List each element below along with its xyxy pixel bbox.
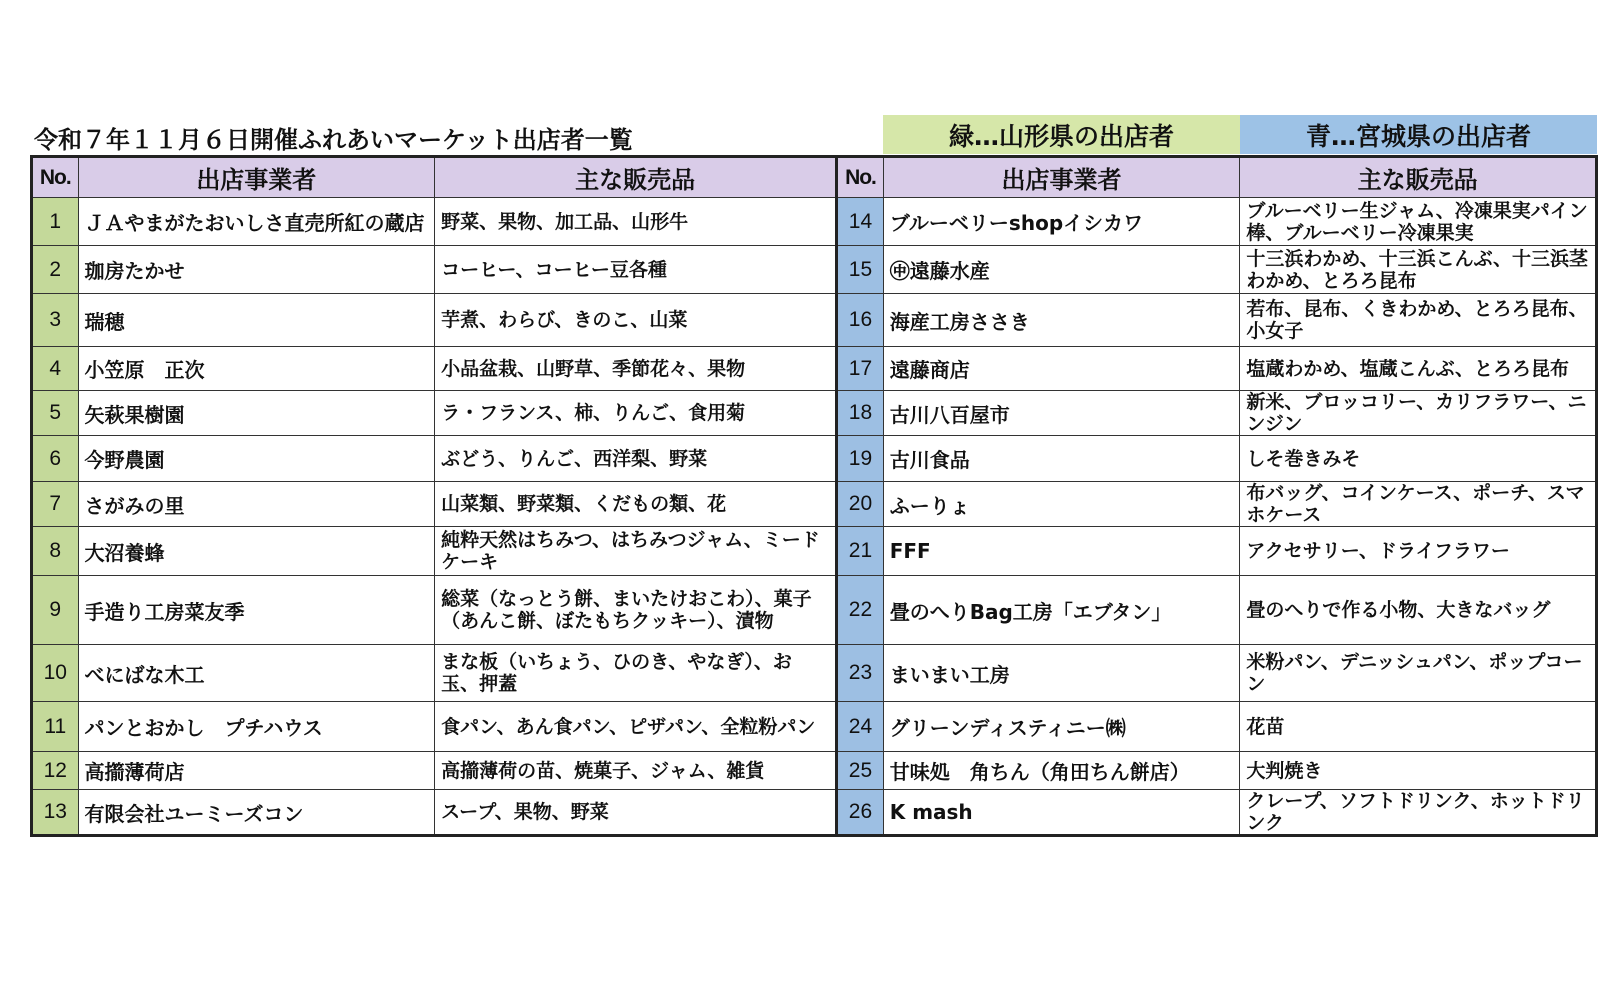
vendor-name: K mash [883,790,1240,836]
vendor-products: 花苗 [1240,702,1597,752]
vendor-name: 畳のへりBag工房「エブタン」 [883,576,1240,645]
vendor-name: 海産工房ささき [883,294,1240,347]
vendor-number-miyagi: 23 [837,645,884,702]
vendor-number-miyagi: 16 [837,294,884,347]
vendor-number-yamagata: 11 [32,702,79,752]
vendor-table [30,155,1598,837]
vendor-name: 古川八百屋市 [883,391,1240,436]
vendor-products: 新米、ブロッコリー、カリフラワー、ニンジン [1240,391,1597,436]
vendor-name: 古川食品 [883,436,1240,482]
vendor-products: 小品盆栽、山野草、季節花々、果物 [435,347,837,391]
vendor-number-miyagi: 20 [837,482,884,527]
vendor-products: 総菜（なっとう餅、まいたけおこわ）、菓子（あんこ餅、ぼたもちクッキー）、漬物 [435,576,837,645]
vendor-products: 純粋天然はちみつ、はちみつジャム、ミードケーキ [435,527,837,576]
vendor-name: ブルーベリーshopイシカワ [883,198,1240,246]
legend-miyagi: 青…宮城県の出店者 [1240,115,1597,154]
vendor-number-yamagata: 10 [32,645,79,702]
vendor-name: 有限会社ユーミーズコン [78,790,435,836]
vendor-number-miyagi: 22 [837,576,884,645]
vendor-products: 高擶薄荷の苗、焼菓子、ジャム、雑貨 [435,752,837,790]
vendor-name: ふーりょ [883,482,1240,527]
vendor-name: 今野農園 [78,436,435,482]
vendor-products: コーヒー、コーヒー豆各種 [435,246,837,294]
vendor-number-yamagata: 3 [32,294,79,347]
vendor-products: スープ、果物、野菜 [435,790,837,836]
vendor-products: まな板（いちょう、ひのき、やなぎ）、お玉、押蓋 [435,645,837,702]
vendor-products: ラ・フランス、柿、りんご、食用菊 [435,391,837,436]
vendor-products: 大判焼き [1240,752,1597,790]
vendor-name: パンとおかし プチハウス [78,702,435,752]
vendor-number-yamagata: 4 [32,347,79,391]
vendor-name: まいまい工房 [883,645,1240,702]
vendor-number-miyagi: 17 [837,347,884,391]
vendor-products: クレープ、ソフトドリンク、ホットドリンク [1240,790,1597,836]
table-row [32,347,1597,391]
vendor-name: 瑞穂 [78,294,435,347]
vendor-number-miyagi: 25 [837,752,884,790]
vendor-products: 布バッグ、コインケース、ポーチ、スマホケース [1240,482,1597,527]
vendor-products: 食パン、あん食パン、ピザパン、全粒粉パン [435,702,837,752]
header-products-left: 主な販売品 [435,157,837,198]
table-row [32,752,1597,790]
header-vendor-left: 出店事業者 [78,157,435,198]
vendor-products: 芋煮、わらび、きのこ、山菜 [435,294,837,347]
vendor-number-yamagata: 2 [32,246,79,294]
table-row [32,391,1597,436]
header-no-right: No. [837,157,884,198]
vendor-name: グリーンディスティニー㈱ [883,702,1240,752]
vendor-products: 十三浜わかめ、十三浜こんぶ、十三浜茎わかめ、とろろ昆布 [1240,246,1597,294]
vendor-name: 小笠原 正次 [78,347,435,391]
table-row [32,645,1597,702]
table-row [32,482,1597,527]
table-header-row [32,157,1597,198]
vendor-products: 若布、昆布、くきわかめ、とろろ昆布、小女子 [1240,294,1597,347]
vendor-number-yamagata: 7 [32,482,79,527]
vendor-products: アクセサリー、ドライフラワー [1240,527,1597,576]
vendor-name: 甘味処 角ちん（角田ちん餅店） [883,752,1240,790]
vendor-name: べにばな木工 [78,645,435,702]
vendor-products: 山菜類、野菜類、くだもの類、花 [435,482,837,527]
vendor-number-miyagi: 21 [837,527,884,576]
vendor-products: ブルーベリー生ジャム、冷凍果実パイン棒、ブルーベリー冷凍果実 [1240,198,1597,246]
vendor-products: 塩蔵わかめ、塩蔵こんぶ、とろろ昆布 [1240,347,1597,391]
table-row [32,294,1597,347]
table-row [32,702,1597,752]
vendor-name: ㊥遠藤水産 [883,246,1240,294]
vendor-products: 野菜、果物、加工品、山形牛 [435,198,837,246]
vendor-number-yamagata: 8 [32,527,79,576]
header-vendor-right: 出店事業者 [883,157,1240,198]
vendor-number-miyagi: 26 [837,790,884,836]
vendor-number-miyagi: 19 [837,436,884,482]
vendor-name: ＪＡやまがたおいしさ直売所紅の蔵店 [78,198,435,246]
vendor-name: さがみの里 [78,482,435,527]
table-row [32,246,1597,294]
vendor-number-miyagi: 24 [837,702,884,752]
header-products-right: 主な販売品 [1240,157,1597,198]
vendor-name: 高擶薄荷店 [78,752,435,790]
table-row [32,198,1597,246]
vendor-number-yamagata: 12 [32,752,79,790]
vendor-number-yamagata: 13 [32,790,79,836]
vendor-number-miyagi: 14 [837,198,884,246]
vendor-number-yamagata: 9 [32,576,79,645]
vendor-number-yamagata: 6 [32,436,79,482]
vendor-number-yamagata: 5 [32,391,79,436]
table-row [32,576,1597,645]
vendor-name: FFF [883,527,1240,576]
header-no-left: No. [32,157,79,198]
vendor-products: 米粉パン、デニッシュパン、ポップコーン [1240,645,1597,702]
vendor-products: 畳のへりで作る小物、大きなバッグ [1240,576,1597,645]
vendor-number-yamagata: 1 [32,198,79,246]
vendor-products: ぶどう、りんご、西洋梨、野菜 [435,436,837,482]
vendor-name: 手造り工房菜友季 [78,576,435,645]
vendor-name: 遠藤商店 [883,347,1240,391]
page-title: 令和７年１１月６日開催ふれあいマーケット出店者一覧 [34,126,633,154]
table-row [32,527,1597,576]
legend-yamagata: 緑…山形県の出店者 [883,115,1240,154]
table-row [32,436,1597,482]
vendor-products: しそ巻きみそ [1240,436,1597,482]
vendor-number-miyagi: 18 [837,391,884,436]
vendor-name: 珈房たかせ [78,246,435,294]
vendor-name: 矢萩果樹園 [78,391,435,436]
vendor-number-miyagi: 15 [837,246,884,294]
vendor-name: 大沼養蜂 [78,527,435,576]
table-row [32,790,1597,836]
